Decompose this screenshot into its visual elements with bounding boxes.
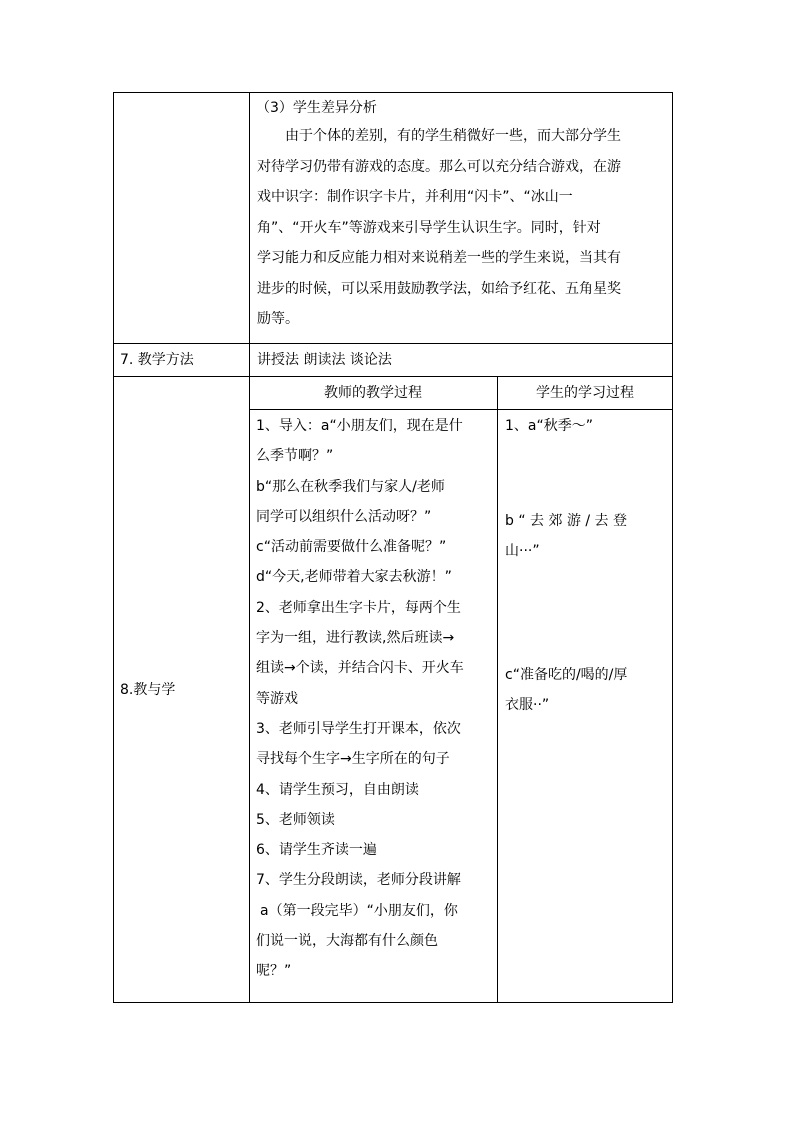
teacher-step-line: d“今天,老师带着大家去秋游！” (256, 569, 452, 586)
teacher-step-line: 么季节啊？” (256, 448, 334, 465)
paragraph-line: 励等。 (257, 311, 299, 327)
section-diff-heading: （3）学生差异分析 (256, 100, 377, 116)
paragraph-line: 角”、“开火车”等游戏来引导学生认识生字。同时，针对 (257, 219, 601, 236)
teacher-step-line: 组读→个读，并结合闪卡、开火车 (256, 660, 464, 677)
methods-value: 讲授法 朗读法 谈论法 (257, 352, 392, 368)
teach-label: 8.教与学 (120, 682, 176, 698)
teacher-step-line: 们说一说，大海都有什么颜色 (256, 933, 438, 950)
teacher-step-line: 呢？” (256, 963, 292, 980)
paragraph-line: 戏中识字：制作识字卡片，并利用“闪卡”、“冰山一 (257, 189, 573, 205)
row-divider-methods-top (113, 343, 673, 344)
student-response-line: c“准备吃的/喝的/厚 (505, 667, 628, 683)
student-response-a: 1、a“秋季～” (505, 418, 593, 434)
teacher-step-line: 2、老师拿出生字卡片，每两个生 (256, 599, 461, 616)
row-divider-process-header (249, 409, 673, 410)
teacher-step-line: c“活动前需要做什么准备呢？” (256, 539, 447, 556)
column-divider-student (497, 376, 498, 1003)
student-response-c (505, 660, 670, 721)
teacher-process-list (256, 411, 496, 987)
teacher-step-line: b“那么在秋季我们与家人/老师 (256, 478, 445, 495)
teacher-step-line: 5、老师领读 (256, 811, 335, 828)
teacher-step-line: 7、学生分段朗读，老师分段讲解 (256, 872, 461, 889)
paragraph-line: 进步的时候，可以采用鼓励教学法，如给予红花、五角星奖 (257, 280, 621, 297)
column-divider-label (249, 92, 250, 1003)
teacher-step-line: 等游戏 (256, 690, 298, 707)
teacher-step-line: 3、老师引导学生打开课本，依次 (256, 720, 461, 737)
teacher-step-line: 6、请学生齐读一遍 (256, 842, 377, 859)
teacher-step-line: 寻找每个生字→生字所在的句子 (256, 751, 450, 768)
teacher-step-line: 1、导入：a“小朋友们，现在是什 (256, 418, 463, 434)
teacher-step-line: a（第一段完毕）“小朋友们，你 (260, 902, 458, 919)
student-response-line: 山···” (505, 543, 540, 560)
teacher-process-header: 教师的教学过程 (324, 385, 422, 401)
methods-label: 7. 教学方法 (120, 352, 194, 368)
teacher-step-line: 同学可以组织什么活动呀？” (256, 508, 432, 525)
teacher-step-line: 字为一组，进行教读,然后班读→ (256, 630, 455, 647)
section-diff-paragraph (257, 121, 669, 335)
row-divider-methods-bottom (113, 376, 673, 377)
student-response-line: 衣服··” (505, 697, 550, 714)
paragraph-line: 对待学习仍带有游戏的态度。那么可以充分结合游戏，在游 (257, 158, 621, 175)
paragraph-line: 由于个体的差别，有的学生稍微好一些，而大部分学生 (285, 128, 621, 144)
paragraph-line: 学习能力和反应能力相对来说稍差一些的学生来说，当其有 (257, 250, 621, 266)
student-response-b (505, 506, 670, 567)
student-process-header: 学生的学习过程 (536, 385, 634, 401)
teacher-step-line: 4、请学生预习，自由朗读 (256, 781, 419, 798)
student-response-line: b “ 去 郊 游 / 去 登 (505, 513, 628, 529)
